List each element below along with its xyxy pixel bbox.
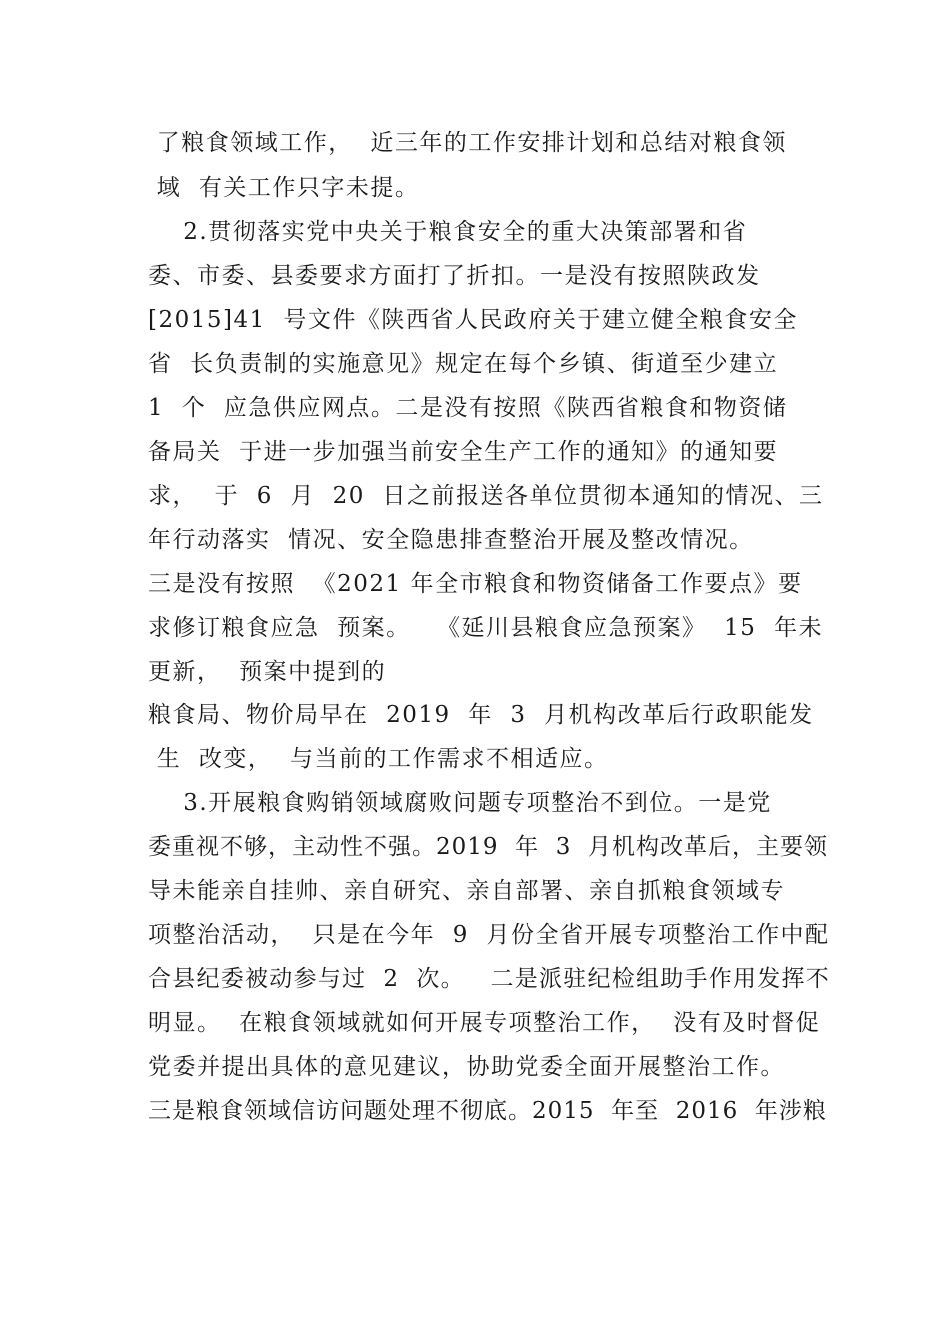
- text-line: 域 有关工作只字未提。: [148, 175, 420, 201]
- text-line: 三是粮食领域信访问题处理不彻底。2015 年至 2016 年涉粮: [148, 1098, 827, 1124]
- text-line: 委、市委、县委要求方面打了折扣。一是没有按照陕政发: [148, 263, 761, 289]
- text-line: 求， 于 6 月 20 日之前报送各单位贯彻本通知的情况、三: [148, 483, 824, 509]
- paragraph-3-start: 3.开展粮食购销领域腐败问题专项整治不到位。一是党: [148, 790, 772, 816]
- text-line: 1 个 应急供应网点。二是没有按照《陕西省粮食和物资储: [148, 395, 788, 421]
- text-line: 更新， 预案中提到的: [148, 659, 387, 685]
- text-line: 求修订粮食应急 预案。 《延川县粮食应急预案》 15 年未: [148, 615, 824, 641]
- text-line: 三是没有按照 《2021 年全市粮食和物资储备工作要点》要: [148, 571, 803, 597]
- paragraph-2-start: 2.贯彻落实党中央关于粮食安全的重大决策部署和省: [148, 219, 748, 245]
- text-line: 委重视不够，主动性不强。2019 年 3 月机构改革后，主要领: [148, 834, 829, 860]
- text-line: 粮食局、物价局早在 2019 年 3 月机构改革后行政职能发: [148, 702, 814, 728]
- text-line: [2015]41 号文件《陕西省人民政府关于建立健全粮食安全: [148, 307, 798, 333]
- text-line: 省 长负责制的实施意见》规定在每个乡镇、街道至少建立: [148, 351, 779, 377]
- text-line: 导未能亲自挂帅、亲自研究、亲自部署、亲自抓粮食领域专: [148, 878, 785, 904]
- text-line: 合县纪委被动参与过 2 次。 二是派驻纪检组助手作用发挥不: [148, 966, 831, 992]
- text-line: 党委并提出具体的意见建议，协助党委全面开展整治工作。: [148, 1054, 785, 1080]
- text-line: 备局关 于进一步加强当前安全生产工作的通知》的通知要: [148, 439, 779, 465]
- text-line: 了粮食领域工作， 近三年的工作安排计划和总结对粮食领: [148, 130, 787, 156]
- text-line: 生 改变， 与当前的工作需求不相适应。: [148, 746, 609, 772]
- text-line: 项整治活动， 只是在今年 9 月份全省开展专项整治工作中配: [148, 922, 830, 948]
- text-line: 年行动落实 情况、安全隐患排查整治开展及整改情况。: [148, 527, 754, 553]
- text-line: 明显。 在粮食领域就如何开展专项整治工作， 没有及时督促: [148, 1010, 821, 1036]
